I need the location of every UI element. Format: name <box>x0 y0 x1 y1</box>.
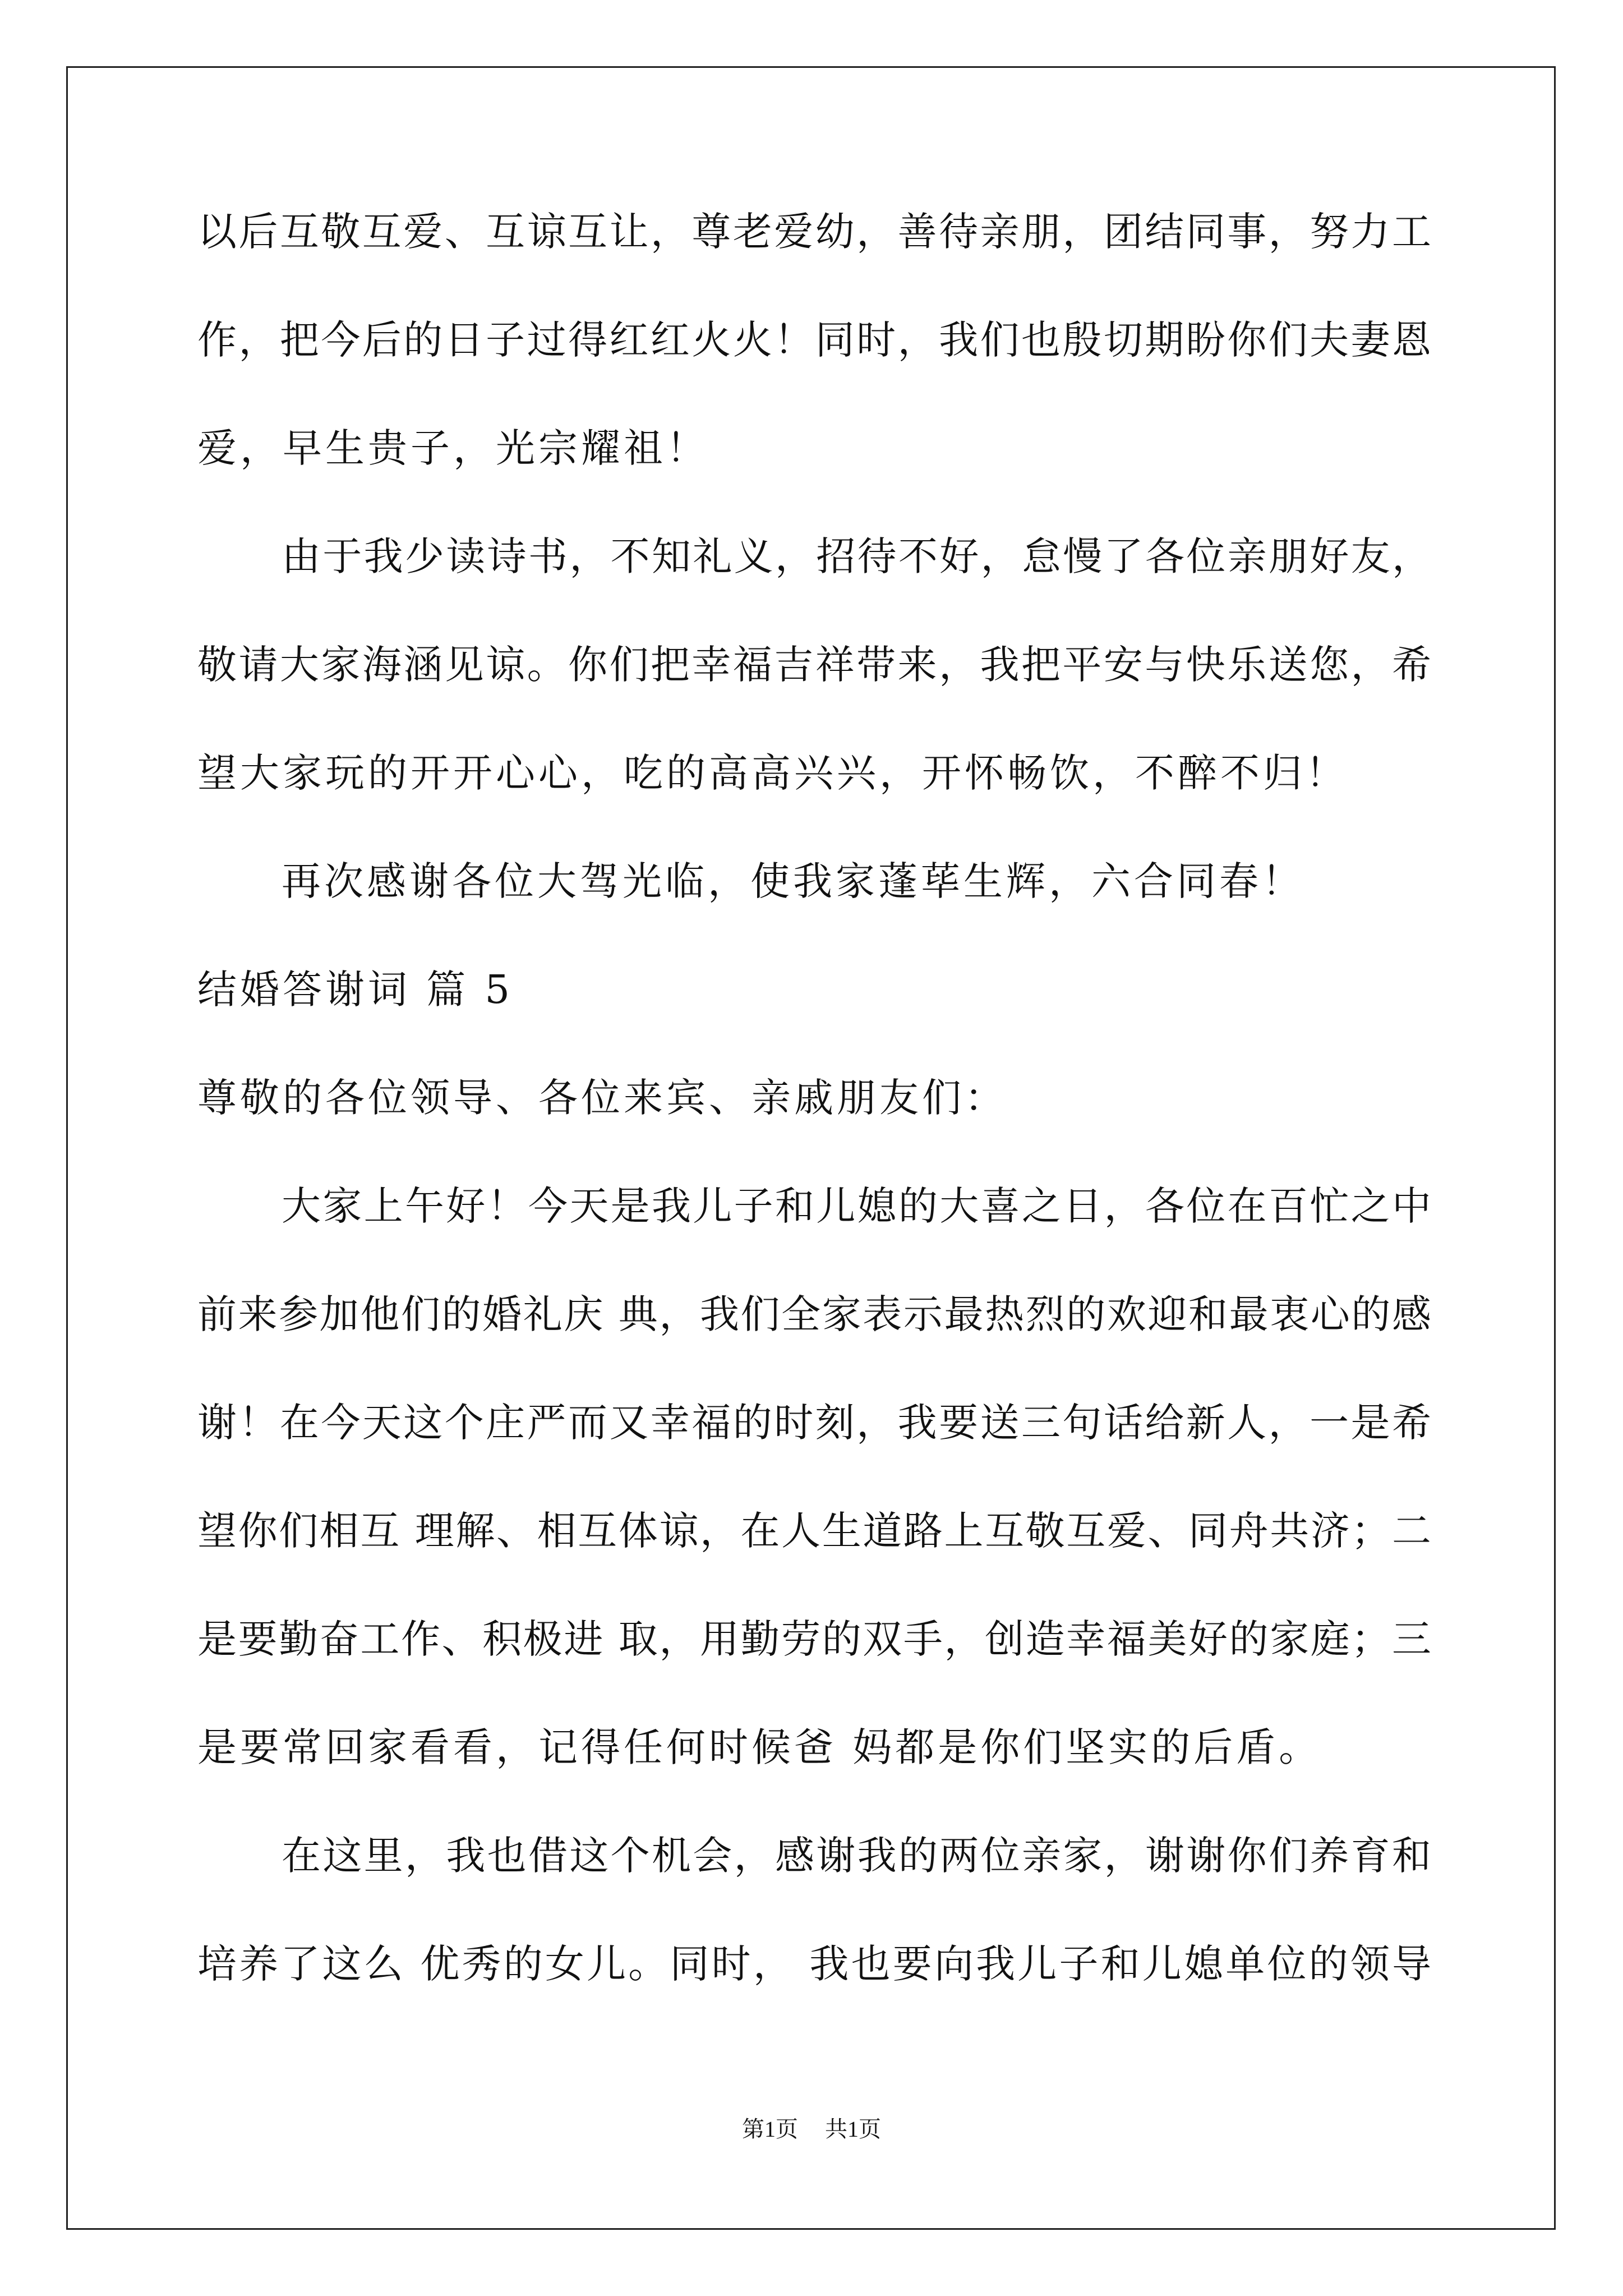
body-line: 敬请大家海涵见谅。你们把幸福吉祥带来，我把平安与快乐送您，希 <box>197 642 1431 688</box>
page-border <box>66 66 1556 2230</box>
body-line: 谢！在今天这个庄严而又幸福的时刻，我要送三句话给新人，一是希 <box>197 1400 1431 1446</box>
section-heading: 结婚答谢词 篇 5 <box>197 967 514 1013</box>
page-number-total: 共1页 <box>825 2116 881 2142</box>
body-line: 作，把今后的日子过得红红火火！同时，我们也殷切期盼你们夫妻恩 <box>197 317 1431 363</box>
body-line: 爱，早生贵子，光宗耀祖！ <box>197 425 709 471</box>
salutation-line: 尊敬的各位领导、各位来宾、亲戚朋友们： <box>197 1075 1007 1121</box>
body-line: 是要勤奋工作、积极进 取，用勤劳的双手，创造幸福美好的家庭；三 <box>197 1616 1431 1662</box>
page-number-current: 第1页 <box>742 2116 798 2142</box>
page-footer <box>0 2118 1623 2141</box>
paragraph-start-line: 大家上午好！今天是我儿子和儿媳的大喜之日，各位在百忙之中 <box>282 1183 1431 1229</box>
body-line: 培养了这么 优秀的女儿。同时， 我也要向我儿子和儿媳单位的领导 <box>197 1941 1431 1987</box>
body-line: 望大家玩的开开心心，吃的高高兴兴，开怀畅饮，不醉不归！ <box>197 750 1348 796</box>
paragraph-start-line: 再次感谢各位大驾光临，使我家蓬荜生辉，六合同春！ <box>282 858 1304 904</box>
paragraph-start-line: 在这里，我也借这个机会，感谢我的两位亲家，谢谢你们养育和 <box>282 1833 1431 1879</box>
body-line: 是要常回家看看，记得任何时候爸 妈都是你们坚实的后盾。 <box>197 1724 1322 1770</box>
body-line: 望你们相互 理解、相互体谅，在人生道路上互敬互爱、同舟共济；二 <box>197 1508 1431 1554</box>
body-line: 以后互敬互爱、互谅互让，尊老爱幼，善待亲朋，团结同事，努力工 <box>197 209 1431 255</box>
paragraph-start-line: 由于我少读诗书，不知礼义，招待不好，怠慢了各位亲朋好友， <box>282 533 1431 579</box>
body-line: 前来参加他们的婚礼庆 典，我们全家表示最热烈的欢迎和最衷心的感 <box>197 1291 1431 1337</box>
